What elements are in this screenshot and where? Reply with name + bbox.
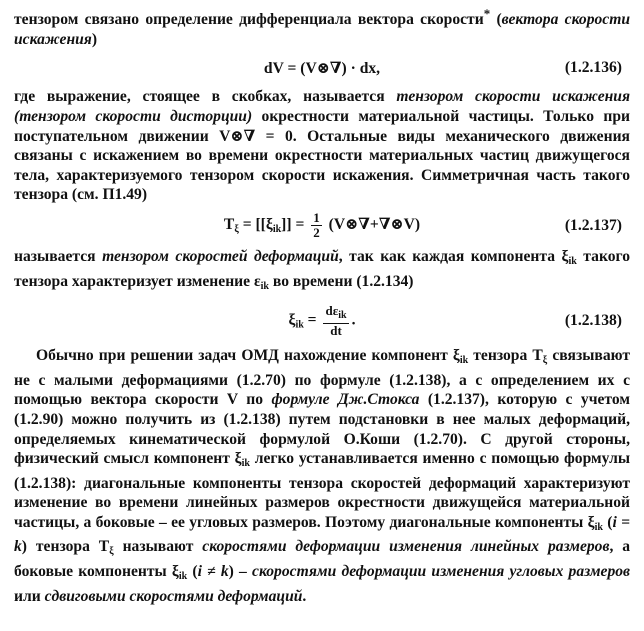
text: , так как каждая компонента ξ bbox=[338, 247, 569, 265]
text: или bbox=[14, 587, 45, 605]
text: ( bbox=[187, 563, 198, 581]
equation-1-2-138 bbox=[14, 296, 630, 346]
eq-text: = [[ξ bbox=[238, 216, 273, 234]
term-italic: тензором скорости искажения (тензором скорости дисторции) bbox=[14, 88, 630, 125]
term-italic: формуле Дж.Стокса bbox=[271, 391, 420, 409]
text: тензора T bbox=[468, 347, 543, 365]
denominator: 2 bbox=[313, 225, 320, 241]
term-italic: скоростями деформации изменения угловых размеров bbox=[252, 563, 631, 581]
xi-symbol: ξ bbox=[288, 311, 296, 329]
text: . bbox=[302, 587, 307, 605]
equation-1-2-136 bbox=[14, 49, 630, 87]
subscript: ξ bbox=[234, 224, 239, 236]
subscript: ik bbox=[459, 355, 469, 367]
text: такого тензора характеризует изменение ε bbox=[14, 247, 631, 290]
denominator: dt bbox=[330, 323, 342, 339]
equation-body bbox=[288, 304, 355, 338]
equation-number: (1.2.138) bbox=[564, 312, 622, 330]
subscript: ik bbox=[338, 310, 347, 322]
text: ) – bbox=[228, 563, 253, 581]
text: во времени (1.2.134) bbox=[269, 272, 414, 290]
subscript: ik bbox=[260, 280, 269, 292]
subscript: ik bbox=[241, 458, 250, 470]
paragraph-3 bbox=[14, 247, 630, 296]
term-italic: вектора скорости искажения bbox=[14, 11, 631, 48]
text: называют bbox=[113, 538, 203, 556]
term-italic: тензором скоростей деформаций bbox=[102, 247, 339, 265]
numerator: 1 bbox=[313, 210, 320, 226]
paragraph-2 bbox=[14, 87, 630, 205]
subscript: ik bbox=[295, 319, 304, 331]
eq-text: (V⊗∇+∇⊗V) bbox=[324, 216, 421, 234]
numerator-text: dε bbox=[325, 303, 339, 319]
eq-text: ]] = bbox=[281, 216, 309, 234]
equation-1-2-137 bbox=[14, 205, 630, 247]
fraction bbox=[323, 304, 348, 338]
text: , а боковые компоненты ξ bbox=[14, 538, 631, 581]
text: ( bbox=[490, 11, 502, 29]
equation-body: dV = (V⊗∇) · dx, bbox=[263, 59, 381, 77]
footnote-marker[interactable]: * bbox=[483, 6, 491, 21]
subscript: ik bbox=[568, 255, 577, 267]
index-condition: i = k bbox=[14, 513, 630, 556]
text: связывают не с малыми деформациями (1.2.70) по формуле (1.2.138), а с определением их с помощью вектора скорости V по bbox=[14, 347, 630, 409]
paragraph-4 bbox=[14, 346, 630, 606]
equation-body bbox=[224, 211, 420, 240]
text: окрестности материальной частицы. Только при поступательном движении V⊗∇ = 0. Остальные виды механического движения связаны с искажением во времени окрестности материальных частиц движущегося тела, характеризуемого тензором скорости искажения. Симметричная часть такого тензора (см. П1.49) bbox=[14, 107, 630, 204]
text: тензором связано определение дифференциала вектора скорости bbox=[14, 11, 484, 29]
paragraph-1 bbox=[14, 4, 630, 49]
text: ( bbox=[602, 513, 613, 531]
text: называется bbox=[14, 247, 103, 265]
text: легко устанавливается именно с помощью формулы (1.2.138): диагональные компоненты тензора скоростей деформаций характеризуют изменение во времени линейных размеров окрестности движущейся материальной частицы, а боковые – ее угловых размеров. Поэтому диагональные компоненты ξ bbox=[14, 450, 630, 531]
term-italic: сдвиговыми скоростями деформаций bbox=[44, 587, 303, 605]
subscript: ξ bbox=[109, 546, 114, 558]
equation-number: (1.2.136) bbox=[564, 59, 622, 77]
numerator bbox=[323, 304, 348, 324]
text: ) bbox=[91, 30, 98, 48]
eq-text: = bbox=[303, 311, 321, 329]
fraction bbox=[311, 211, 322, 240]
text: Обычно при решении задач ОМД нахождение компонент ξ bbox=[36, 347, 460, 365]
text: (1.2.137), которую с учетом (1.2.90) можно получить из (1.2.138) путем подстановки в нее малых деформаций, определяемых кинематической формулой О.Коши (1.2.70). С другой стороны, физический смысл компонент ξ bbox=[14, 391, 630, 468]
text: ) тензора T bbox=[21, 538, 110, 556]
equation-number: (1.2.137) bbox=[564, 217, 622, 235]
text: где выражение, стоящее в скобках, называется bbox=[14, 88, 397, 106]
subscript: ξ bbox=[542, 355, 548, 367]
term-italic: скоростями деформации изменения линейных размеров bbox=[202, 538, 610, 556]
tensor-symbol: T bbox=[223, 216, 235, 234]
subscript: ik bbox=[178, 571, 188, 583]
subscript: ik bbox=[594, 521, 603, 533]
subscript: ik bbox=[272, 224, 282, 236]
index-condition: i ≠ k bbox=[197, 563, 229, 581]
eq-text: . bbox=[351, 311, 356, 329]
